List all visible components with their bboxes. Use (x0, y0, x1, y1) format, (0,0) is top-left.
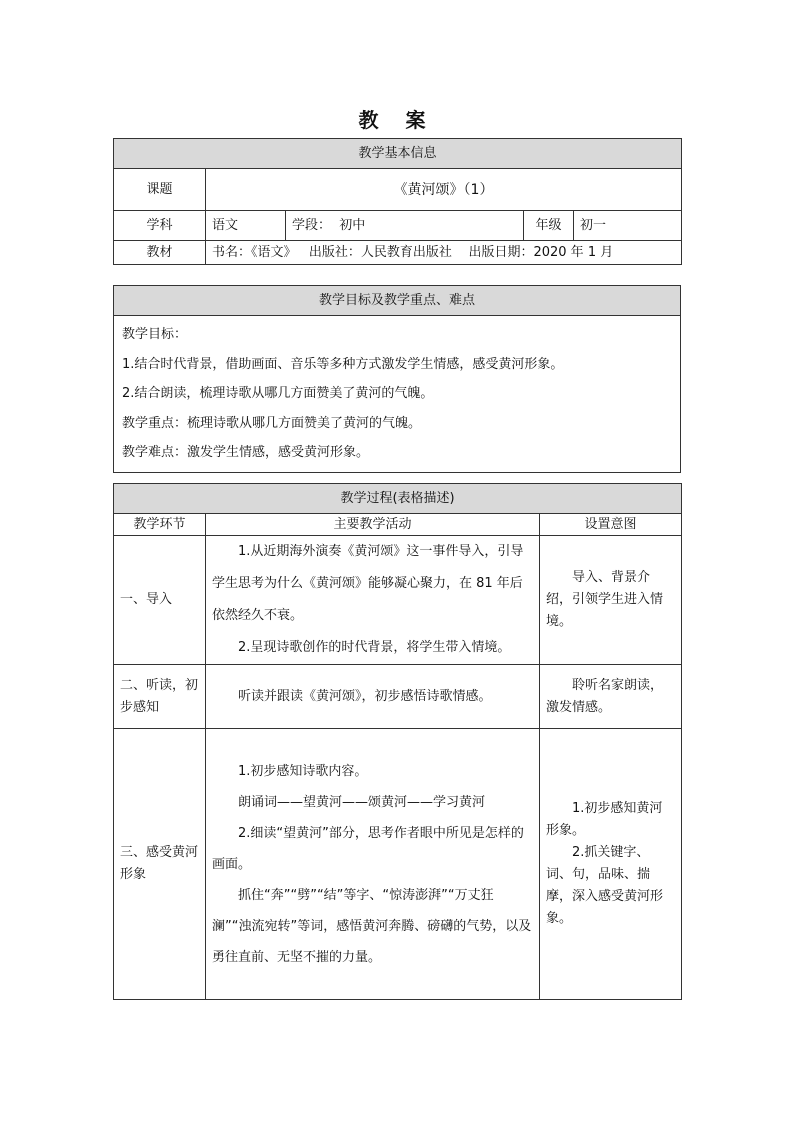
activity-cell (206, 665, 540, 729)
stage-label: 学段： (292, 217, 332, 233)
intent-text: 2.抓关键字、词、句，品味、揣摩，深入感受黄河形象。 (546, 845, 664, 926)
stage-value: 初中 (339, 217, 366, 233)
basic-info-table (113, 138, 682, 265)
process-table (113, 483, 682, 1000)
activity-text: 1.初步感知诗歌内容。 (238, 763, 368, 779)
objective-2: 2.结合朗读，梳理诗歌从哪几方面赞美了黄河的气魄。 (122, 386, 434, 401)
table-row (114, 665, 682, 729)
topic-label: 课题 (114, 169, 206, 211)
activity-cell (206, 536, 540, 665)
activity-text: 2.呈现诗歌创作的时代背景，将学生带入情境。 (238, 640, 511, 655)
intent-cell (540, 536, 682, 665)
objective-1: 1.结合时代背景，借助画面、音乐等多种方式激发学生情感，感受黄河形象。 (122, 356, 564, 372)
grade-label: 年级 (524, 211, 574, 241)
table-row (114, 729, 682, 1000)
publish-date: 出版日期：2020 年 1 月 (468, 244, 614, 260)
goals-header: 教学目标及教学重点、难点 (114, 286, 681, 316)
basic-info-header: 教学基本信息 (114, 139, 682, 169)
activity-text: 1.从近期海外演奏《黄河颂》这一事件导入，引导学生思考为什么《黄河颂》能够凝心聚力，在 81 年后依然经久不衰。 (212, 544, 524, 623)
activity-text: 朗诵词——望黄河——颂黄河——学习黄河 (238, 794, 486, 810)
subject-value: 语文 (206, 211, 286, 241)
textbook-info (206, 241, 682, 265)
intent-cell (540, 665, 682, 729)
activity-cell (206, 729, 540, 1000)
activity-text: 抓住“奔”“劈”“结”等字、“惊涛澎湃”“万丈狂澜”“浊流宛转”等词，感悟黄河奔腾、磅礴的气势，以及勇往直前、无坚不摧的力量。 (212, 887, 532, 965)
stage-cell: 二、听读，初步感知 (114, 665, 206, 729)
document-title: 教 案 (358, 108, 436, 132)
process-header: 教学过程(表格描述) (114, 484, 682, 514)
activity-text: 2.细读“望黄河”部分，思考作者眼中所见是怎样的画面。 (212, 825, 524, 872)
table-row (114, 536, 682, 665)
stage-cell: 一、导入 (114, 536, 206, 665)
col-intent-header: 设置意图 (540, 514, 682, 536)
objective-label: 教学目标： (122, 327, 188, 342)
publisher: 出版社：人民教育出版社 (308, 244, 452, 260)
intent-text: 聆听名家朗读，激发情感。 (546, 677, 664, 715)
book-name: 书名：《语文》 (212, 244, 297, 260)
difficulty: 教学难点：激发学生情感，感受黄河形象。 (122, 445, 370, 460)
activity-text: 听读并跟读《黄河颂》，初步感悟诗歌情感。 (238, 688, 492, 704)
topic-value: 《黄河颂》（1） (206, 169, 682, 211)
goals-content (114, 316, 681, 473)
intent-cell (540, 729, 682, 1000)
intent-text: 导入、背景介绍，引领学生进入情境。 (546, 570, 664, 629)
grade-value: 初一 (574, 211, 682, 241)
col-activity-header: 主要教学活动 (206, 514, 540, 536)
textbook-label: 教材 (114, 241, 206, 265)
key-point: 教学重点：梳理诗歌从哪几方面赞美了黄河的气魄。 (122, 415, 422, 431)
col-stage-header: 教学环节 (114, 514, 206, 536)
intent-text: 1.初步感知黄河形象。 (546, 801, 663, 838)
subject-label: 学科 (114, 211, 206, 241)
goals-table (113, 285, 681, 473)
stage-cell: 三、感受黄河形象 (114, 729, 206, 1000)
stage-cell (286, 211, 524, 241)
